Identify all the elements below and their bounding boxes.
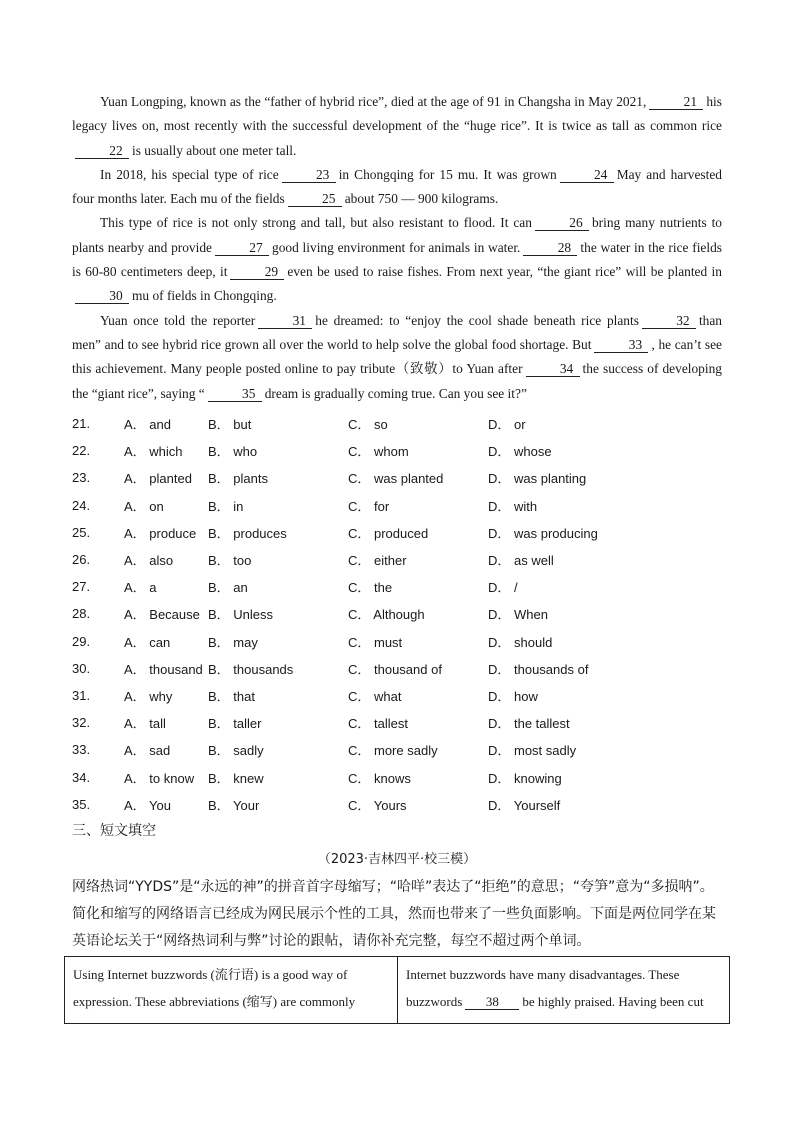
option-b[interactable]: B． plants	[208, 471, 268, 487]
question-number: 26.	[72, 552, 91, 568]
option-b[interactable]: B． an	[208, 580, 248, 596]
option-a[interactable]: A． why	[124, 688, 173, 704]
answer-options	[72, 410, 732, 818]
option-b[interactable]: B． who	[208, 444, 258, 460]
option-row	[72, 736, 732, 763]
exam-source: （2023·吉林四平·校三模）	[317, 852, 477, 867]
option-d[interactable]: D． the tallest	[488, 716, 570, 732]
option-row	[72, 410, 732, 437]
option-c[interactable]: C． knows	[348, 770, 411, 786]
option-d[interactable]: D． Yourself	[488, 797, 561, 813]
option-d[interactable]: D． knowing	[488, 770, 562, 786]
option-b[interactable]: B． Your	[208, 797, 260, 813]
option-c[interactable]: C． was planted	[348, 471, 444, 487]
blank-29[interactable]: 29	[230, 264, 284, 280]
option-a[interactable]: A． a	[124, 580, 157, 596]
option-row	[72, 437, 732, 464]
cloze-passage	[72, 90, 722, 406]
blank-32[interactable]: 32	[642, 313, 696, 329]
forum-table	[64, 956, 730, 1024]
option-d[interactable]: D． most sadly	[488, 743, 577, 759]
option-d[interactable]: D． whose	[488, 444, 552, 460]
option-a[interactable]: A． can	[124, 634, 171, 650]
option-a[interactable]: A． produce	[124, 525, 197, 541]
option-c[interactable]: C． so	[348, 417, 388, 433]
section-intro: 网络热词“YYDS”是“永远的神”的拼音首字母缩写；“哈咩”表达了“拒绝”的意思；“夸笋”意为“多损呐”。简化和缩写的网络语言已经成为网民展示个性的工具，然而也带来了一些负面影响。下面是两位同学在某英语论坛关于“网络热词利与弊”讨论的跟帖，请你补充完整，每空不超过两个单词。	[72, 879, 716, 949]
option-b[interactable]: B． thousands	[208, 661, 294, 677]
option-c[interactable]: C． whom	[348, 444, 409, 460]
option-a[interactable]: A． and	[124, 417, 171, 433]
question-number: 21.	[72, 416, 91, 432]
option-b[interactable]: B． sadly	[208, 743, 264, 759]
option-row	[72, 600, 732, 627]
option-a[interactable]: A． Because	[124, 607, 200, 623]
option-row	[72, 682, 732, 709]
option-d[interactable]: D． how	[488, 688, 538, 704]
option-c[interactable]: C． what	[348, 688, 402, 704]
option-c[interactable]: C． tallest	[348, 716, 408, 732]
option-a[interactable]: A． also	[124, 553, 174, 569]
question-number: 27.	[72, 579, 91, 595]
option-c[interactable]: C． more sadly	[348, 743, 438, 759]
option-a[interactable]: A． You	[124, 797, 171, 813]
blank-23[interactable]: 23	[282, 167, 336, 183]
table-cell-right: Internet buzzwords have many disadvantages. These buzzwords 38 be highly praised. Having been cut	[397, 957, 729, 1023]
option-a[interactable]: A． sad	[124, 743, 171, 759]
option-a[interactable]: A． to know	[124, 770, 195, 786]
blank-33[interactable]: 33	[594, 337, 648, 353]
option-b[interactable]: B． may	[208, 634, 258, 650]
question-number: 35.	[72, 796, 91, 812]
option-a[interactable]: A． planted	[124, 471, 192, 487]
option-c[interactable]: C． the	[348, 580, 393, 596]
option-a[interactable]: A． on	[124, 498, 164, 514]
option-row	[72, 492, 732, 519]
question-number: 25.	[72, 524, 91, 540]
option-d[interactable]: D． When	[488, 607, 548, 623]
question-number: 30.	[72, 660, 91, 676]
option-row	[72, 628, 732, 655]
question-number: 33.	[72, 742, 91, 758]
option-d[interactable]: D． was producing	[488, 525, 598, 541]
paragraph-3: This type of rice is not only strong and tall, but also resistant to flood. It can 26 bring many nutrients to plants nearby and provide 27 good living environment for animals in water. 28 the water in the rice fields is 60-80 centimeters deep, it 29 even be used to raise fishes. From next year, “the giant rice” will be planted in30 mu of fields in Chongqing.	[72, 215, 722, 304]
option-row	[72, 763, 732, 790]
blank-21[interactable]: 21	[649, 94, 703, 110]
blank-28[interactable]: 28	[523, 240, 577, 256]
blank-27[interactable]: 27	[215, 240, 269, 256]
option-row	[72, 791, 732, 818]
option-b[interactable]: B． taller	[208, 716, 262, 732]
option-b[interactable]: B． too	[208, 553, 252, 569]
question-number: 23.	[72, 470, 91, 486]
blank-26[interactable]: 26	[535, 215, 589, 231]
blank-38[interactable]: 38	[465, 994, 519, 1010]
option-b[interactable]: B． that	[208, 688, 255, 704]
option-row	[72, 464, 732, 491]
option-c[interactable]: C． either	[348, 553, 407, 569]
option-c[interactable]: C． for	[348, 498, 390, 514]
question-number: 29.	[72, 633, 91, 649]
option-c[interactable]: C． thousand of	[348, 661, 442, 677]
blank-35[interactable]: 35	[208, 386, 262, 402]
blank-31[interactable]: 31	[258, 313, 312, 329]
option-a[interactable]: A． which	[124, 444, 183, 460]
blank-30[interactable]: 30	[75, 288, 129, 304]
option-d[interactable]: D． thousands of	[488, 661, 589, 677]
option-b[interactable]: B． Unless	[208, 607, 274, 623]
option-d[interactable]: D． was planting	[488, 471, 587, 487]
question-number: 28.	[72, 606, 91, 622]
option-c[interactable]: C． produced	[348, 525, 429, 541]
option-row	[72, 546, 732, 573]
option-d[interactable]: D． /	[488, 580, 518, 596]
option-d[interactable]: D． should	[488, 634, 553, 650]
option-b[interactable]: B． in	[208, 498, 244, 514]
question-number: 34.	[72, 769, 91, 785]
option-d[interactable]: D． or	[488, 417, 526, 433]
question-number: 32.	[72, 715, 91, 731]
blank-34[interactable]: 34	[526, 361, 580, 377]
option-b[interactable]: B． knew	[208, 770, 264, 786]
blank-22[interactable]: 22	[75, 143, 129, 159]
option-a[interactable]: A． thousand	[124, 661, 203, 677]
paragraph-1: Yuan Longping, known as the “father of hybrid rice”, died at the age of 91 in Changsha in May 2021, 21 his legacy lives on, most recently with the successful development of the “huge rice”. It is twice as tall as common rice22 is usually about one meter tall.	[72, 94, 722, 158]
blank-25[interactable]: 25	[288, 191, 342, 207]
table-cell-left: Using Internet buzzwords (流行语) is a good way of expression. These abbreviations (缩写) are commonly	[73, 967, 356, 1009]
option-c[interactable]: C． Although	[348, 607, 425, 623]
question-number: 31.	[72, 687, 91, 703]
option-row	[72, 655, 732, 682]
paragraph-2: In 2018, his special type of rice 23 in Chongqing for 15 mu. It was grown 24 May and harvested four months later. Each mu of the fields 25 about 750 — 900 kilograms.	[72, 166, 722, 207]
paragraph-4: Yuan once told the reporter 31 he dreamed: to “enjoy the cool shade beneath rice plants 32 than men” and to see hybrid rice grown all over the world to help solve the global food shortage. But 33 , he can’t see this achievement. Many people posted online to pay tribute（致敬）to Yuan after 34 the success of developing the “giant rice”, saying “ 35 dream is gradually coming true. Can you see it?”	[72, 312, 722, 401]
question-number: 22.	[72, 443, 91, 459]
option-c[interactable]: C． Yours	[348, 797, 407, 813]
section-title: 三、短文填空	[72, 823, 156, 839]
option-d[interactable]: D． as well	[488, 553, 554, 569]
option-b[interactable]: B． but	[208, 417, 252, 433]
option-d[interactable]: D． with	[488, 498, 538, 514]
option-row	[72, 519, 732, 546]
blank-24[interactable]: 24	[560, 167, 614, 183]
option-row	[72, 573, 732, 600]
question-number: 24.	[72, 497, 91, 513]
option-row	[72, 709, 732, 736]
option-c[interactable]: C． must	[348, 634, 403, 650]
option-b[interactable]: B． produces	[208, 525, 287, 541]
option-a[interactable]: A． tall	[124, 716, 166, 732]
